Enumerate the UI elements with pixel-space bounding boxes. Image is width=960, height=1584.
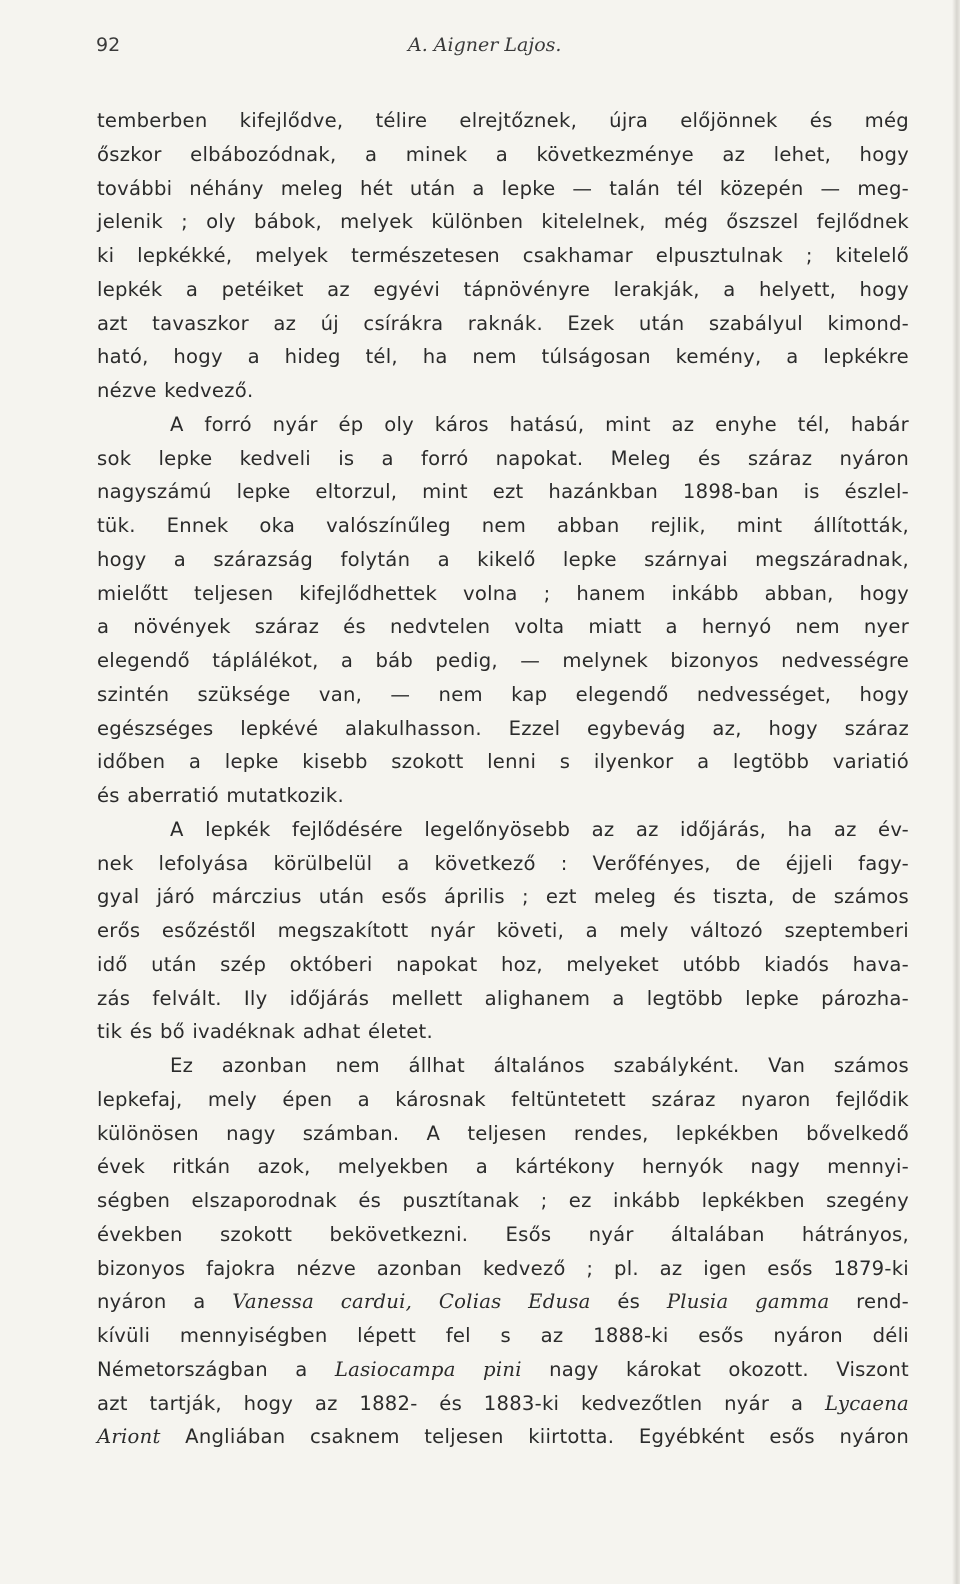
species-name: Colias Edusa (438, 1290, 591, 1314)
text-line: a növények száraz és nedvtelen volta miatt a hernyó nem nyer (97, 615, 909, 639)
species-name: Ariont (97, 1425, 161, 1449)
text-line: bizonyos fajokra nézve azonban kedvező ; pl. az igen esős 1879-ki (97, 1256, 909, 1280)
text-line: tik és bő ivadéknak adhat életet. (97, 1020, 433, 1044)
text-span: nyáron a (97, 1290, 233, 1314)
text-line: sok lepke kedveli is a forró napokat. Meleg és száraz nyáron (97, 446, 909, 470)
text-line: időben a lepke kisebb szokott lenni s ilyenkor a legtöbb variatió (97, 750, 909, 774)
text-line: különösen nagy számban. A teljesen rendes, lepkékben bővelkedő (97, 1121, 909, 1145)
text-line: azt tavaszkor az új csírákra raknák. Ezek után szabályul kimond- (97, 311, 909, 335)
paragraph-2 (97, 408, 909, 813)
text-line: zás felvált. Ily időjárás mellett alighanem a legtöbb lepke pározha- (97, 986, 909, 1010)
text-line: lepkefaj, mely épen a károsnak feltüntetett száraz nyaron fejlődik (97, 1087, 909, 1111)
text-line: A lepkék fejlődésére legelőnyösebb az az időjárás, ha az év- (170, 817, 909, 841)
text-line: évek ritkán azok, melyekben a kártékony hernyók nagy mennyi- (97, 1155, 909, 1179)
text-line: jelenik ; oly bábok, melyek különben kitelelnek, még őszszel fejlődnek (97, 210, 909, 234)
text-line: elegendő táplálékot, a báb pedig, — melynek bizonyos nedvességre (97, 649, 909, 672)
text-line: ható, hogy a hideg tél, ha nem túlságosan kemény, a lepkékre (97, 345, 909, 369)
text-line: nek lefolyása körülbelül a következő : Verőfényes, de éjjeli fagy- (97, 851, 909, 875)
text-line: mielőtt teljesen kifejlődhettek volna ; hanem inkább abban, hogy (97, 581, 909, 605)
text-span: Németországban a (97, 1357, 335, 1381)
text-line: A forró nyár ép oly káros hatású, mint az enyhe tél, habár (170, 412, 909, 436)
text-line: ki lepkékké, melyek természetesen csakhamar elpusztulnak ; kitelelő (97, 244, 909, 267)
text-span: kívüli mennyiségben lépett fel s az 1888-ki esős nyáron déli (97, 1324, 909, 1347)
text-line: őszkor elbábozódnak, a minek a következménye az lehet, hogy (97, 142, 909, 166)
text-line: lepkék a petéiket az egyévi tápnövényre lerakják, a helyett, hogy (97, 277, 909, 301)
text-line-with-taxa (97, 1420, 909, 1454)
text-line: idő után szép októberi napokat hoz, melyeket utóbb kiadós hava- (97, 952, 909, 976)
paragraph-3 (97, 813, 909, 1049)
text-line: tük. Ennek oka valószínűleg nem abban rejlik, mint állították, (97, 514, 909, 537)
text-span: rend- (829, 1290, 909, 1314)
text-line: hogy a szárazság folytán a kikelő lepke szárnyai megszáradnak, (97, 547, 909, 571)
text-line: erős esőzéstől megszakított nyár követi, a mely változó szeptemberi (97, 919, 909, 942)
text-span: azt tartják, hogy az 1882- és 1883-ki kedvezőtlen nyár a (97, 1391, 825, 1415)
page-number: 92 (96, 34, 121, 56)
text-span: és (590, 1290, 667, 1314)
text-span (412, 1290, 439, 1313)
text-line-with-taxa (97, 1353, 909, 1387)
text-span: Angliában csaknem teljesen kiirtotta. Egyébként esős nyáron (160, 1425, 909, 1449)
paragraph-4 (97, 1049, 909, 1454)
page-edge-shadow (952, 0, 960, 1584)
text-line: Ez azonban nem állhat általános szabályként. Van számos (170, 1054, 909, 1077)
text-line: egészséges lepkévé alakulhasson. Ezzel egybevág az, hogy száraz (97, 716, 909, 740)
species-name: Vanessa cardui, (232, 1290, 413, 1314)
species-name: Plusia gamma (666, 1290, 830, 1314)
text-line-with-taxa (97, 1285, 909, 1319)
page-header (96, 34, 908, 66)
text-line-with-taxa (97, 1387, 909, 1421)
text-span: nagy károkat okozott. Viszont (521, 1357, 909, 1381)
text-line (97, 1319, 909, 1353)
text-line: nagyszámú lepke eltorzul, mint ezt hazánkban 1898-ban is észlel- (97, 480, 909, 504)
text-line: években szokott bekövetkezni. Esős nyár általában hátrányos, (97, 1222, 909, 1246)
text-line: nézve kedvező. (97, 379, 254, 402)
text-line: gyal járó márczius után esős április ; ezt meleg és tiszta, de számos (97, 885, 909, 909)
text-line: további néhány meleg hét után a lepke — talán tél közepén — meg- (97, 176, 909, 200)
species-name: Lycaena (824, 1391, 909, 1415)
body-text (97, 104, 909, 1454)
text-line: és aberratió mutatkozik. (97, 784, 344, 807)
text-line: szintén szüksége van, — nem kap elegendő nedvességet, hogy (97, 682, 909, 706)
species-name: Lasiocampa pini (334, 1357, 522, 1381)
paragraph-1 (97, 104, 909, 408)
running-head: A. Aigner Lajos. (408, 34, 562, 56)
text-line: temberben kifejlődve, télire elrejtőznek, újra előjönnek és még (97, 109, 909, 132)
text-line: ségben elszaporodnak és pusztítanak ; ez inkább lepkékben szegény (97, 1189, 909, 1212)
